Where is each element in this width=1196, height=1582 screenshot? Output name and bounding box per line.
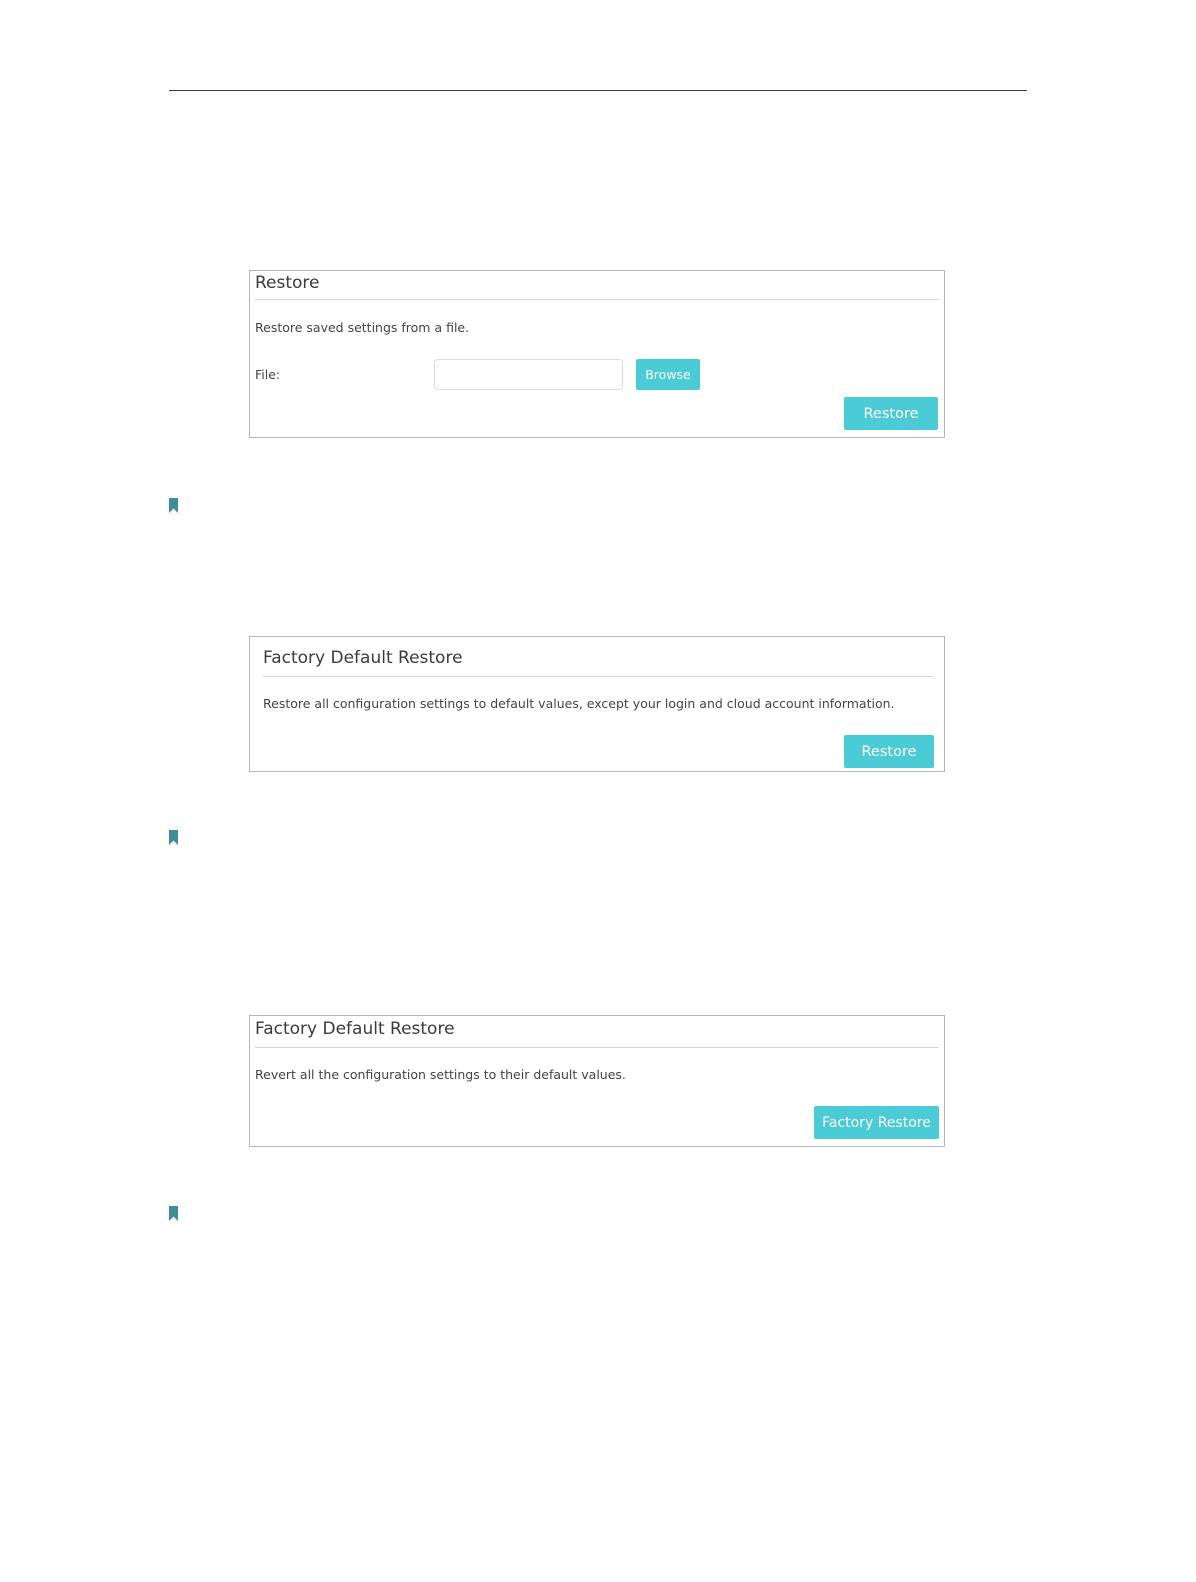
factory-panel-2-divider [255, 1047, 939, 1048]
factory-default-panel-1 [249, 636, 945, 772]
restore-button[interactable]: Restore [844, 397, 938, 430]
factory-panel-2-description: Revert all the configuration settings to their default values. [255, 1067, 626, 1082]
browse-button[interactable]: Browse [636, 359, 700, 390]
factory-panel-1-description: Restore all configuration settings to default values, except your login and cloud account information. [263, 696, 895, 711]
file-input[interactable] [434, 359, 623, 390]
header-rule [169, 90, 1027, 91]
restore-panel-divider [255, 299, 939, 300]
factory-panel-1-divider [263, 676, 933, 677]
bookmark-icon [169, 830, 178, 845]
restore-panel-description: Restore saved settings from a file. [255, 320, 470, 335]
bookmark-icon [169, 498, 178, 513]
factory-restore-button[interactable]: Factory Restore [814, 1106, 939, 1139]
restore-panel-title: Restore [255, 273, 320, 293]
factory-default-panel-2 [249, 1015, 945, 1147]
restore-panel [249, 270, 945, 438]
factory-panel-1-restore-button[interactable]: Restore [844, 735, 934, 768]
factory-panel-2-title: Factory Default Restore [255, 1019, 455, 1039]
factory-panel-1-title: Factory Default Restore [263, 648, 463, 668]
file-label: File: [255, 367, 281, 382]
bookmark-icon [169, 1206, 178, 1221]
